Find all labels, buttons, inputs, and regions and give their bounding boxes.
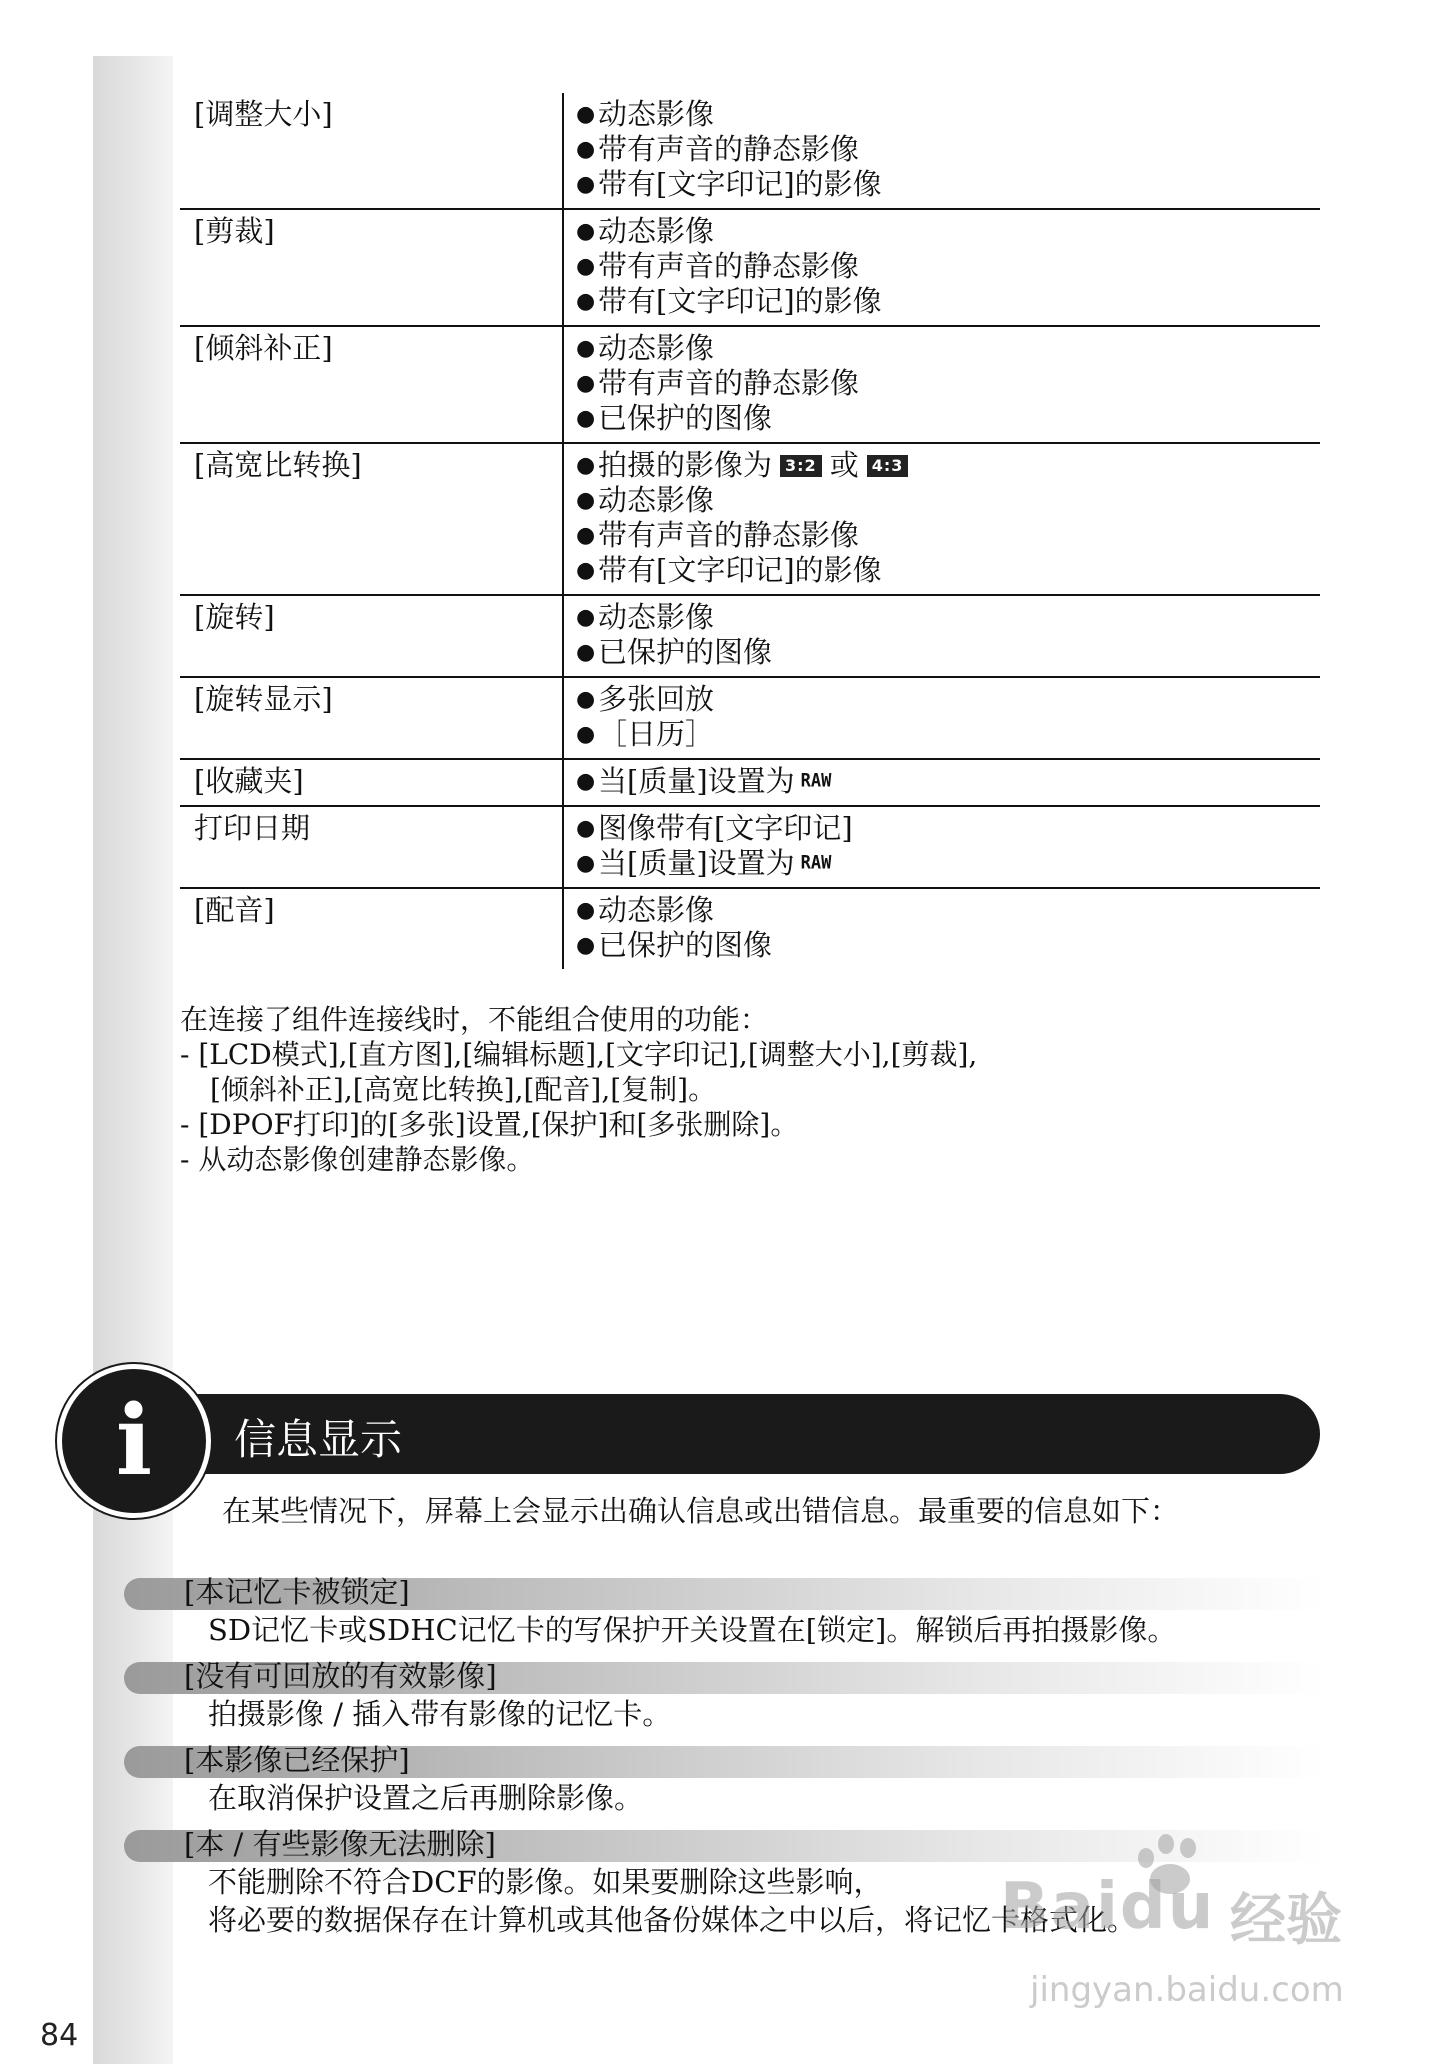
list-item: ● 拍摄的影像为 3:2 或 4:3 <box>576 448 1320 483</box>
table-row <box>180 93 1320 210</box>
ratio-4-3-icon: 4:3 <box>867 455 909 477</box>
list-item: ● 动态影像 <box>576 600 715 634</box>
note-heading: 在连接了组件连接线时，不能组合使用的功能： <box>180 1003 769 1036</box>
bullet-icon: ● <box>576 523 596 548</box>
list-item: ● 动态影像 <box>576 97 715 131</box>
table-row <box>180 210 1320 327</box>
restriction-cell <box>562 327 1320 442</box>
note-line: - [DPOF打印]的[多张]设置,[保护]和[多张删除]。 <box>180 1108 799 1141</box>
bullet-icon: ● <box>576 933 596 958</box>
restriction-cell <box>562 678 1320 758</box>
list-item: ● ［日历］ <box>576 717 715 751</box>
function-cell: 打印日期 <box>194 811 311 845</box>
message-title: [本 / 有些影像无法删除] <box>184 1827 496 1861</box>
table-row <box>180 327 1320 444</box>
watermark <box>1000 1870 1380 2030</box>
message-title: [本记忆卡被锁定] <box>184 1575 410 1609</box>
table-row <box>180 444 1320 596</box>
bullet-icon: ● <box>576 453 596 478</box>
bullet-icon: ● <box>576 336 596 361</box>
bullet-icon: ● <box>576 137 596 162</box>
watermark-url: jingyan.baidu.com <box>1030 1970 1344 2010</box>
bullet-icon: ● <box>576 898 596 923</box>
function-cell: [高宽比转换] <box>194 448 362 482</box>
table-row <box>180 889 1320 969</box>
bullet-icon: ● <box>576 488 596 513</box>
note-line: - [LCD模式],[直方图],[编辑标题],[文字印记],[调整大小],[剪裁], <box>180 1038 978 1071</box>
restriction-cell <box>562 210 1320 325</box>
list-item: ● 带有声音的静态影像 <box>576 366 860 400</box>
page-number: 84 <box>40 2018 79 2053</box>
bullet-icon: ● <box>576 687 596 712</box>
list-item: ● 带有声音的静态影像 <box>576 518 860 552</box>
message-title: [没有可回放的有效影像] <box>184 1659 497 1693</box>
section-intro: 在某些情况下，屏幕上会显示出确认信息或出错信息。最重要的信息如下： <box>222 1494 1180 1528</box>
bullet-icon: ● <box>576 769 596 794</box>
bullet-icon: ● <box>576 102 596 127</box>
message-text: 在取消保护设置之后再删除影像。 <box>208 1781 644 1815</box>
message-text: SD记忆卡或SDHC记忆卡的写保护开关设置在[锁定]。解锁后再拍摄影像。 <box>208 1613 1177 1647</box>
list-item: ● 多张回放 <box>576 682 715 716</box>
bullet-icon: ● <box>576 254 596 279</box>
bullet-icon: ● <box>576 172 596 197</box>
function-cell: [倾斜补正] <box>194 331 333 365</box>
message-item <box>124 1743 1324 1816</box>
restriction-cell <box>562 760 1320 805</box>
list-item: ● 当[质量]设置为 RAW <box>576 846 1320 881</box>
watermark-logo: Baidu <box>1000 1870 1216 1944</box>
bullet-icon: ● <box>576 722 596 747</box>
watermark-cn: 经验 <box>1230 1888 1342 1953</box>
list-item: ● 带有[文字印记]的影像 <box>576 284 882 318</box>
restriction-cell <box>562 596 1320 676</box>
bullet-icon: ● <box>576 558 596 583</box>
list-item: ● 已保护的图像 <box>576 401 773 435</box>
ratio-3-2-icon: 3:2 <box>780 455 822 477</box>
function-cell: [收藏夹] <box>194 764 304 798</box>
message-item <box>124 1575 1324 1648</box>
message-item <box>124 1659 1324 1732</box>
list-item: ● 带有声音的静态影像 <box>576 249 860 283</box>
bullet-icon: ● <box>576 605 596 630</box>
restrictions-table <box>180 93 1320 969</box>
list-item: ● 图像带有[文字印记] <box>576 811 853 845</box>
restriction-cell <box>562 444 1320 594</box>
note-line: - 从动态影像创建静态影像。 <box>180 1143 535 1176</box>
component-cable-note <box>180 1002 1280 1177</box>
note-line: [倾斜补正],[高宽比转换],[配音],[复制]。 <box>210 1073 717 1106</box>
table-row <box>180 596 1320 678</box>
list-item: ● 当[质量]设置为 RAW <box>576 764 1320 799</box>
function-cell: [调整大小] <box>194 97 333 131</box>
list-item: ● 动态影像 <box>576 893 715 927</box>
table-row <box>180 760 1320 807</box>
function-cell: [剪裁] <box>194 214 275 248</box>
bullet-icon: ● <box>576 640 596 665</box>
restriction-cell <box>562 93 1320 208</box>
function-cell: [配音] <box>194 893 275 927</box>
list-item: ● 已保护的图像 <box>576 635 773 669</box>
restriction-cell <box>562 807 1320 887</box>
bullet-icon: ● <box>576 289 596 314</box>
raw-quality-icon: RAW <box>800 851 832 874</box>
message-text: 不能删除不符合DCF的影像。如果要删除这些影响， <box>208 1865 883 1899</box>
function-cell: [旋转显示] <box>194 682 333 716</box>
restriction-cell <box>562 889 1320 969</box>
function-cell: [旋转] <box>194 600 275 634</box>
list-item: ● 带有[文字印记]的影像 <box>576 553 882 587</box>
section-title: 信息显示 <box>234 1415 403 1464</box>
bullet-icon: ● <box>576 371 596 396</box>
bullet-icon: ● <box>576 219 596 244</box>
message-text: 将必要的数据保存在计算机或其他备份媒体之中以后，将记忆卡格式化。 <box>208 1903 1137 1937</box>
table-row <box>180 678 1320 760</box>
message-title: [本影像已经保护] <box>184 1743 410 1777</box>
list-item: ● 带有[文字印记]的影像 <box>576 167 882 201</box>
list-item: ● 已保护的图像 <box>576 928 773 962</box>
bullet-icon: ● <box>576 851 596 876</box>
list-item: ● 动态影像 <box>576 483 715 517</box>
raw-quality-icon: RAW <box>800 769 832 792</box>
bullet-icon: ● <box>576 816 596 841</box>
info-icon: i <box>57 1364 211 1518</box>
message-text: 拍摄影像 / 插入带有影像的记忆卡。 <box>208 1697 672 1731</box>
bullet-icon: ● <box>576 406 596 431</box>
table-row <box>180 807 1320 889</box>
list-item: ● 动态影像 <box>576 331 715 365</box>
list-item: ● 带有声音的静态影像 <box>576 132 860 166</box>
list-item: ● 动态影像 <box>576 214 715 248</box>
